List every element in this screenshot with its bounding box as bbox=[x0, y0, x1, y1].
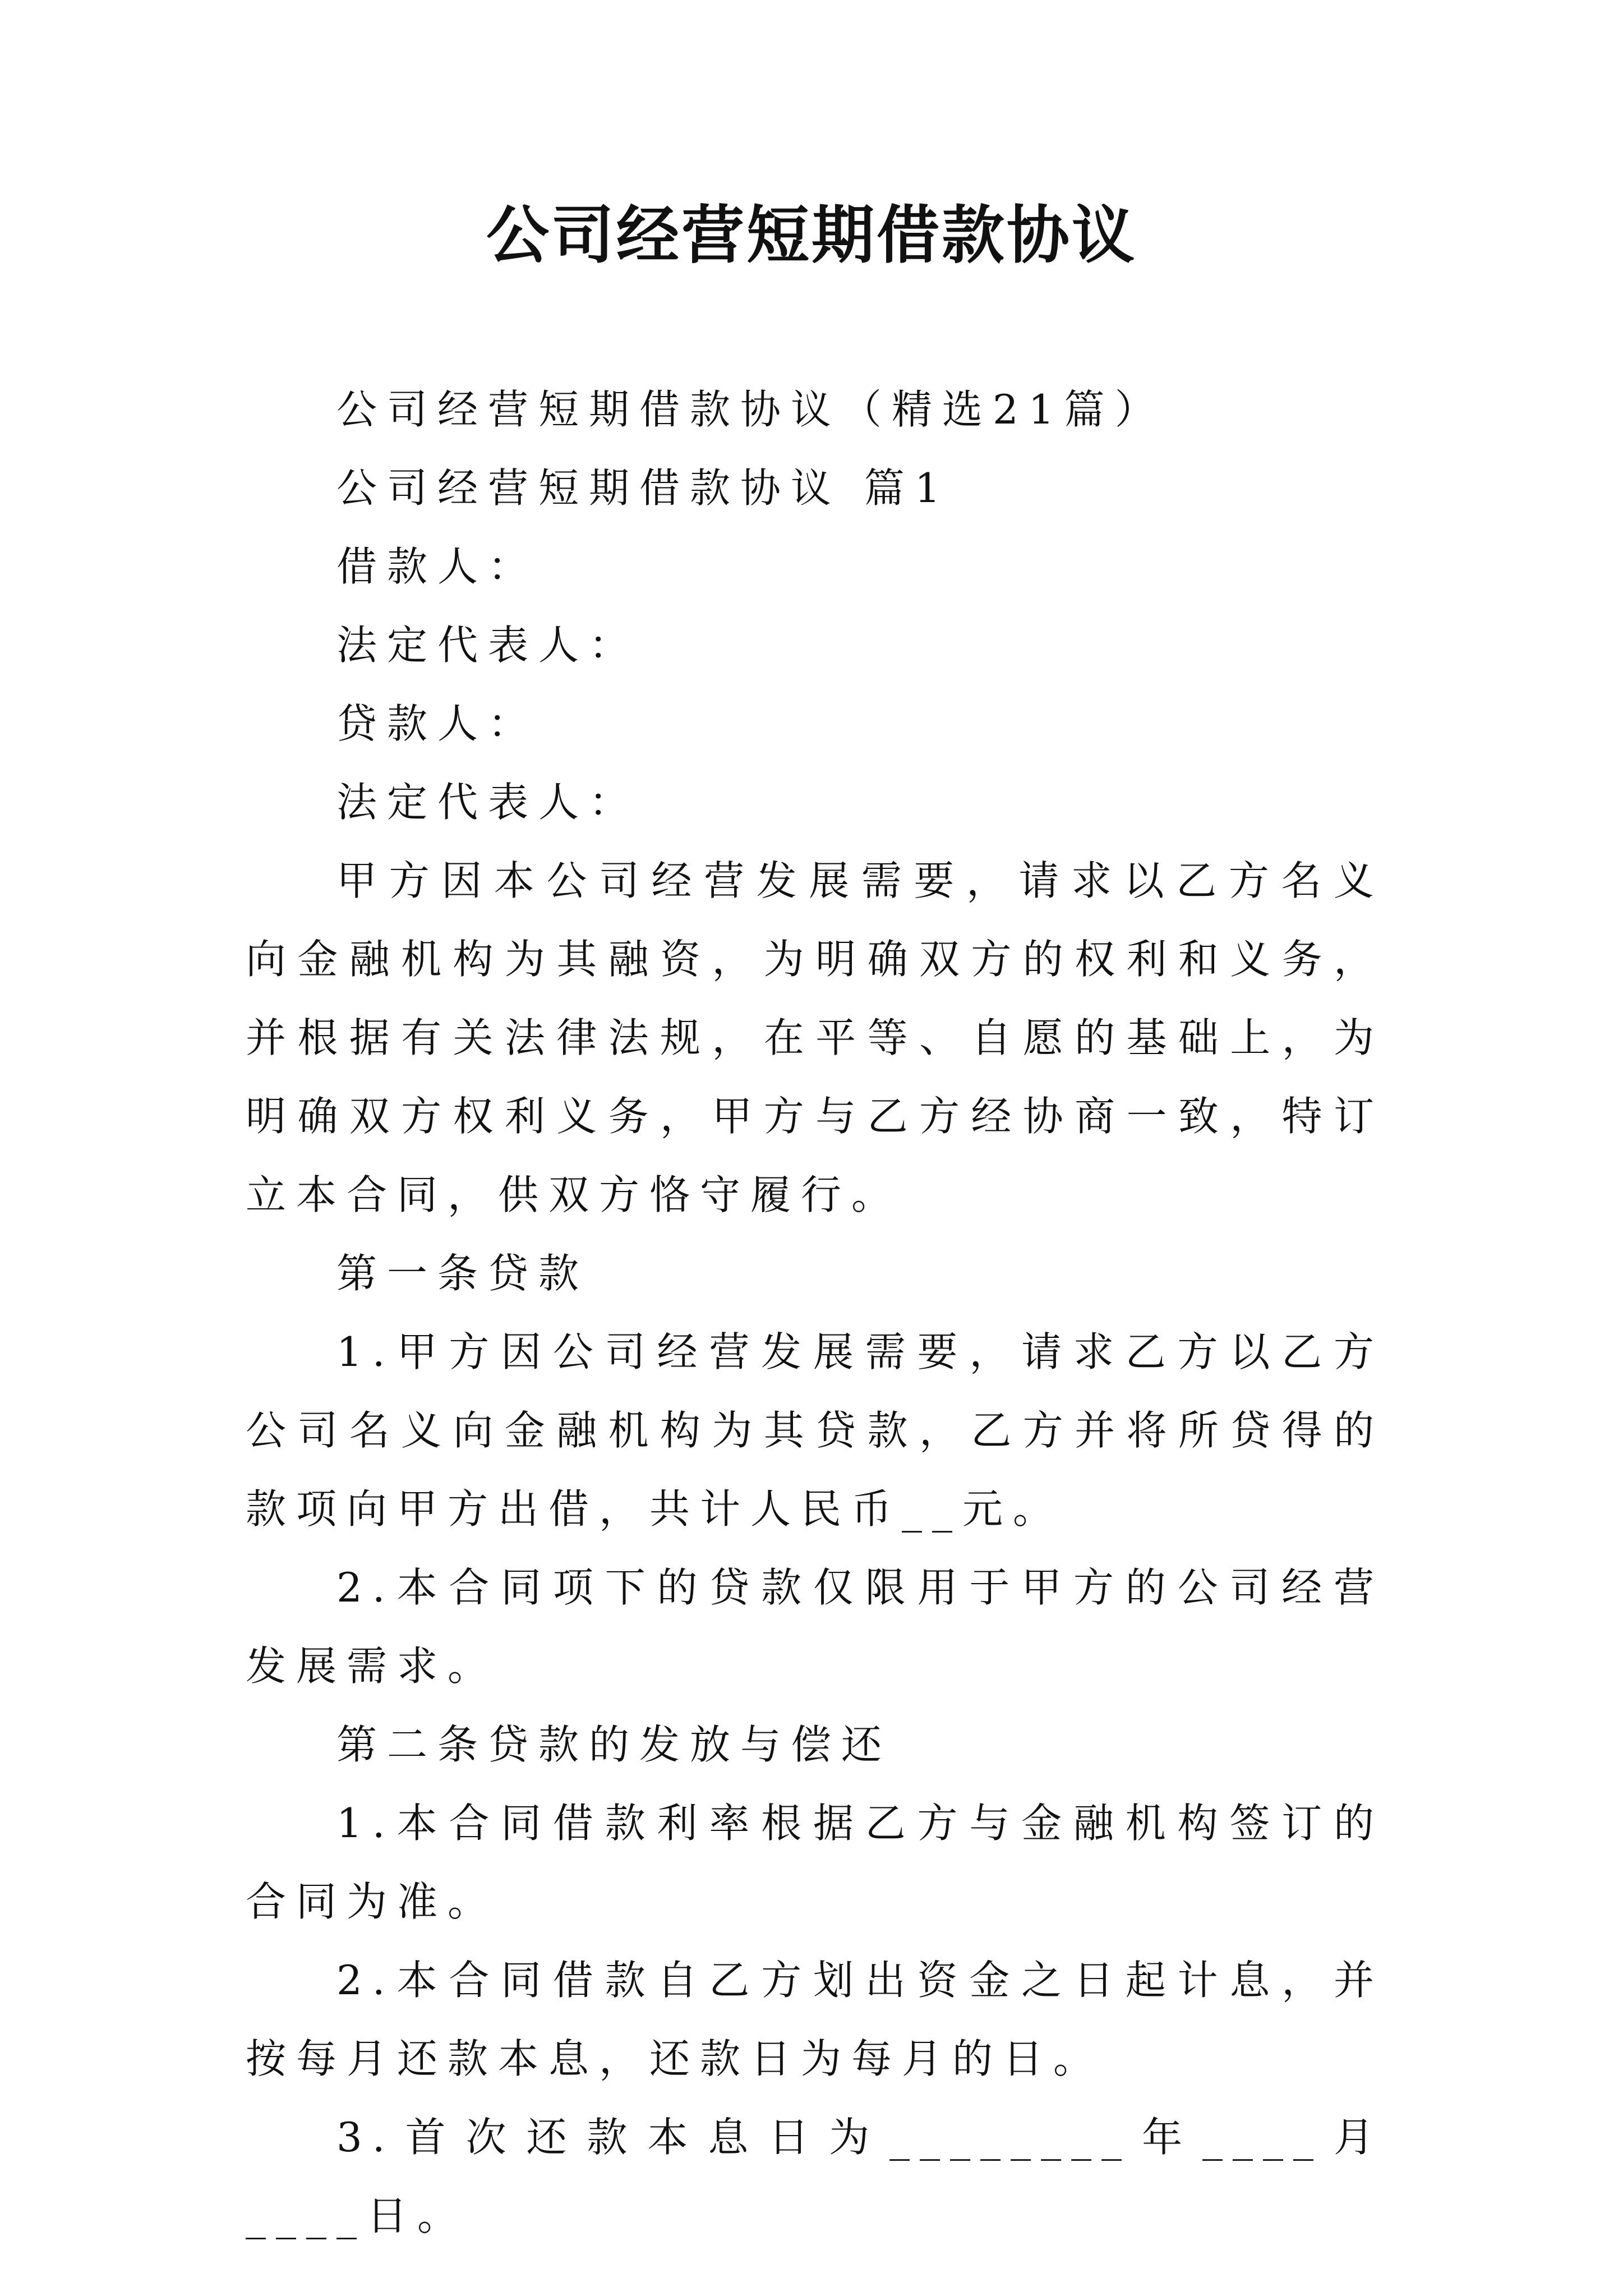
document-title: 公司经营短期借款协议 bbox=[486, 199, 1137, 272]
document-body bbox=[246, 370, 1384, 2255]
paragraph: 公司经营短期借款协议（精选21篇） bbox=[336, 386, 1165, 433]
paragraph: 贷款人： bbox=[336, 700, 539, 747]
paragraph: 2.本合同借款自乙方划出资金之日起计息，并按每月还款本息，还款日为每月的日。 bbox=[246, 1957, 1384, 2082]
paragraph: 1.本合同借款利率根据乙方与金融机构签订的合同为准。 bbox=[246, 1800, 1384, 1925]
paragraph: 1.甲方因公司经营发展需要，请求乙方以乙方公司名义向金融机构为其贷款，乙方并将所贷得的款项向甲方出借，共计人民币__元。 bbox=[246, 1328, 1384, 1533]
paragraph: 公司经营短期借款协议 篇1 bbox=[336, 464, 951, 512]
paragraph: 第二条贷款的发放与偿还 bbox=[336, 1721, 892, 1768]
paragraph: 法定代表人： bbox=[336, 779, 640, 826]
paragraph: 甲方因本公司经营发展需要，请求以乙方名义向金融机构为其融资，为明确双方的权利和义务，并根据有关法律法规，在平等、自愿的基础上，为明确双方权利义务，甲方与乙方经协商一致，特订立本合同，供双方恪守履行。 bbox=[246, 857, 1384, 1218]
paragraph: 法定代表人： bbox=[336, 622, 640, 669]
paragraph: 借款人： bbox=[336, 543, 539, 590]
paragraph: 第一条贷款 bbox=[336, 1250, 589, 1297]
paragraph: 2.本合同项下的贷款仅限用于甲方的公司经营发展需求。 bbox=[246, 1564, 1384, 1690]
paragraph: 3.首次还款本息日为________年____月____日。 bbox=[246, 2114, 1384, 2239]
